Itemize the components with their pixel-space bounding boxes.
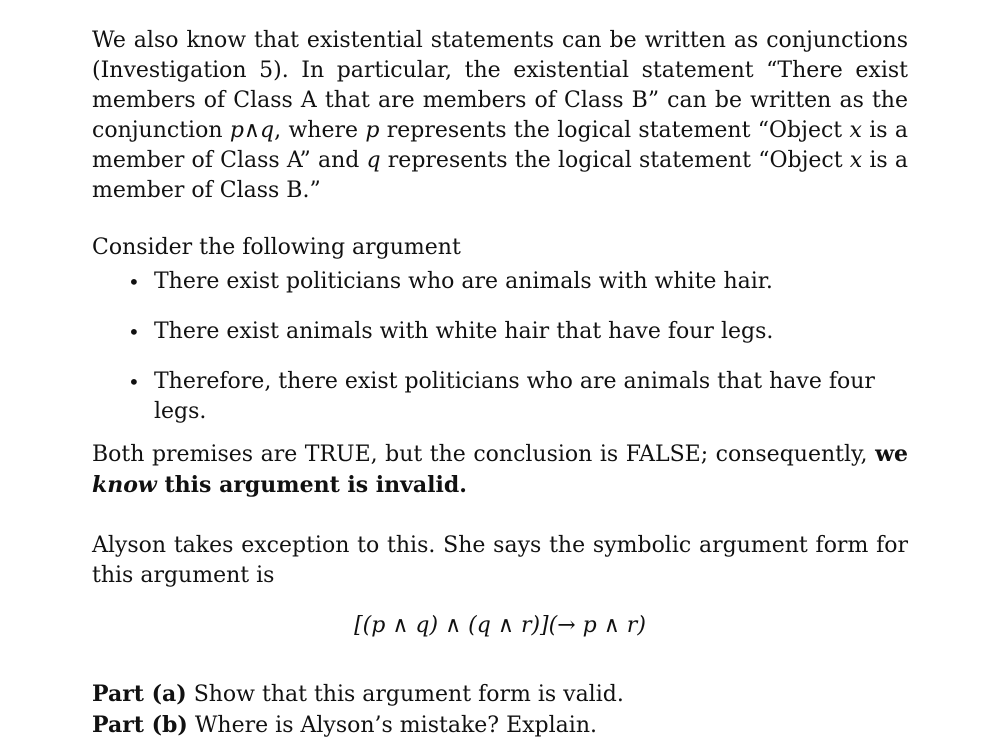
intro-text-a: We also know that existential statements can be written as conjunctions (Investigation 5). In particular, the existential statement “There exist members of Class A that are members of Class B” can be written as the conjunction — [92, 28, 908, 143]
document-page — [92, 26, 908, 741]
intro-text-e: represents the logical statement “Object — [380, 148, 850, 173]
question-parts — [92, 679, 908, 741]
alyson-paragraph: Alyson takes exception to this. She says the symbolic argument form for this argument is — [92, 533, 908, 588]
list-item — [92, 367, 908, 427]
invalidity-paragraph — [92, 439, 908, 501]
intro-text-d: is a member of Class A” and — [92, 118, 908, 173]
bullet-icon: • — [128, 270, 140, 294]
variable-x: x — [849, 118, 862, 143]
variable-q: q — [366, 148, 381, 173]
intro-paragraph — [92, 26, 908, 206]
variable-p: p — [365, 118, 380, 143]
bullet-icon: • — [128, 320, 140, 344]
invalidity-text: Both premises are TRUE, but the conclusion is FALSE; consequently, — [92, 442, 876, 467]
emphasis-invalid: this argument is invalid. — [156, 472, 467, 498]
symbolic-formula: [(p ∧ q) ∧ (q ∧ r)](→ p ∧ r) — [354, 613, 646, 638]
intro-text-b: , where — [274, 118, 366, 143]
list-item — [92, 317, 908, 347]
part-a-text: Show that this argument form is valid. — [186, 682, 624, 707]
part-b-label: Part (b) — [92, 712, 188, 738]
premise-1: There exist politicians who are animals with white hair. — [154, 269, 773, 294]
variable-x: x — [849, 148, 863, 173]
argument-lead-in: Consider the following argument — [92, 235, 461, 260]
premise-2: There exist animals with white hair that have four legs. — [154, 319, 774, 344]
emphasis-know: know — [92, 472, 157, 498]
part-b — [92, 710, 908, 741]
list-item — [92, 267, 908, 297]
intro-text-f: is a member of Class B.” — [92, 148, 908, 203]
conclusion: Therefore, there exist politicians who are animals that have four legs. — [154, 369, 875, 424]
part-a — [92, 679, 908, 710]
part-a-label: Part (a) — [92, 681, 187, 707]
argument-list — [92, 267, 908, 427]
conjunction-symbol: p∧q — [229, 118, 275, 143]
part-b-text: Where is Alyson’s mistake? Explain. — [187, 713, 597, 738]
emphasis-we: we — [875, 441, 908, 467]
bullet-icon: • — [128, 370, 140, 394]
intro-text-c: represents the logical statement “Object — [379, 118, 850, 143]
